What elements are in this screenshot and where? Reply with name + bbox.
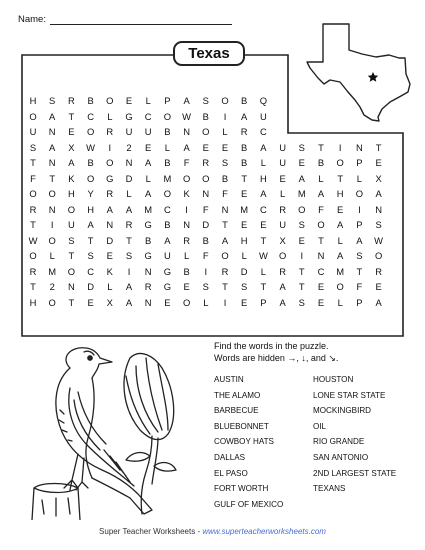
grid-letter[interactable]: O xyxy=(202,172,210,184)
grid-letter[interactable]: X xyxy=(279,234,286,246)
grid-letter[interactable]: P xyxy=(356,157,363,168)
grid-letter[interactable]: R xyxy=(202,157,210,168)
grid-letter[interactable]: P xyxy=(356,296,363,308)
grid-letter[interactable]: A xyxy=(260,188,267,199)
grid-letter[interactable]: A xyxy=(241,110,248,122)
instructions xyxy=(214,340,338,364)
grid-letter[interactable]: H xyxy=(240,234,248,246)
grid-letter[interactable]: L xyxy=(337,296,343,308)
grid-letter[interactable]: A xyxy=(183,141,190,153)
grid-letter[interactable]: R xyxy=(29,203,37,215)
grid-letter[interactable]: O xyxy=(67,203,76,215)
grid-letter[interactable]: N xyxy=(48,126,56,137)
grid-letter[interactable]: B xyxy=(164,157,171,168)
grid-letter[interactable]: N xyxy=(144,296,152,308)
grid-letter[interactable]: G xyxy=(144,219,152,230)
grid-letter[interactable]: W xyxy=(182,110,192,122)
grid-letter[interactable]: E xyxy=(241,296,248,308)
grid-letter[interactable]: F xyxy=(202,203,209,215)
grid-letter[interactable]: S xyxy=(298,296,305,308)
grid-letter[interactable]: O xyxy=(182,172,191,184)
grid-letter[interactable]: L xyxy=(164,141,170,153)
grid-letter[interactable]: O xyxy=(48,296,56,308)
grid-letter[interactable]: N xyxy=(356,141,363,153)
grid-letter[interactable]: E xyxy=(279,172,286,184)
list-item: DALLAS xyxy=(214,453,246,462)
grid-letter[interactable]: H xyxy=(68,188,75,199)
word-list xyxy=(214,374,414,524)
grid-letter[interactable]: R xyxy=(29,265,37,277)
grid-letter[interactable]: E xyxy=(241,219,248,230)
grid-letter[interactable]: A xyxy=(298,172,305,184)
grid-letter[interactable]: A xyxy=(183,95,190,106)
grid-letter[interactable]: S xyxy=(49,95,56,106)
grid-letter[interactable]: E xyxy=(68,126,75,137)
grid-letter[interactable]: G xyxy=(144,250,152,261)
grid-letter[interactable]: L xyxy=(126,188,132,199)
grid-letter[interactable]: U xyxy=(279,157,286,168)
grid-letter[interactable]: O xyxy=(317,219,325,230)
grid-letter[interactable]: U xyxy=(260,110,267,122)
grid-letter[interactable]: E xyxy=(260,219,267,230)
grid-letter[interactable]: F xyxy=(183,157,190,168)
grid-letter[interactable]: P xyxy=(164,95,171,106)
grid-letter[interactable]: B xyxy=(202,110,209,122)
grid-letter[interactable]: T xyxy=(126,234,132,246)
mockingbird-illustration xyxy=(12,338,212,520)
grid-letter[interactable]: A xyxy=(375,188,382,199)
grid-letter[interactable]: L xyxy=(222,126,228,137)
grid-letter[interactable]: U xyxy=(279,141,286,153)
grid-letter[interactable]: U xyxy=(29,126,37,137)
grid-letter[interactable]: E xyxy=(317,296,325,308)
list-item: OIL xyxy=(313,421,327,431)
grid-letter[interactable]: A xyxy=(125,203,133,215)
grid-letter[interactable]: A xyxy=(337,219,344,230)
grid-letter[interactable]: T xyxy=(30,281,36,292)
grid-letter[interactable]: K xyxy=(183,188,190,199)
grid-letter[interactable]: O xyxy=(48,188,56,199)
grid-letter[interactable]: S xyxy=(29,141,37,153)
grid-letter[interactable]: S xyxy=(298,219,305,230)
grid-letter[interactable]: I xyxy=(108,141,112,153)
grid-letter[interactable]: O xyxy=(202,126,210,137)
grid-letter[interactable]: O xyxy=(278,250,287,261)
grid-letter[interactable]: T xyxy=(68,250,75,261)
grid-letter[interactable]: A xyxy=(164,234,171,246)
grid-letter[interactable]: E xyxy=(87,296,94,308)
grid-letter[interactable]: A xyxy=(106,203,113,215)
grid-letter[interactable]: T xyxy=(375,141,382,153)
grid-letter[interactable]: O xyxy=(29,110,37,122)
grid-letter[interactable]: Y xyxy=(87,188,94,199)
grid-letter[interactable]: N xyxy=(144,265,152,277)
grid-letter[interactable]: R xyxy=(221,265,229,277)
grid-letter[interactable]: N xyxy=(48,157,56,168)
grid-letter[interactable]: S xyxy=(356,250,363,261)
grid-letter[interactable]: N xyxy=(221,203,229,215)
grid-letter[interactable]: M xyxy=(336,265,345,277)
grid-letter[interactable]: R xyxy=(144,281,152,292)
grid-letter[interactable]: N xyxy=(106,219,114,230)
grid-letter[interactable]: A xyxy=(337,250,344,261)
grid-letter[interactable]: E xyxy=(221,141,229,153)
grid-letter[interactable]: I xyxy=(127,265,131,277)
grid-letter[interactable]: O xyxy=(163,188,172,199)
grid-letter[interactable]: A xyxy=(260,141,267,153)
grid-letter[interactable]: B xyxy=(145,234,152,246)
grid-letter[interactable]: L xyxy=(260,157,266,168)
grid-letter[interactable]: L xyxy=(356,172,362,184)
grid-letter[interactable]: T xyxy=(318,141,324,153)
list-item: LONE STAR STATE xyxy=(313,390,386,400)
grid-letter[interactable]: E xyxy=(337,203,344,215)
grid-letter[interactable]: I xyxy=(223,296,227,308)
grid-letter[interactable]: D xyxy=(202,219,210,230)
grid-letter[interactable]: H xyxy=(29,95,37,106)
grid-letter[interactable]: M xyxy=(144,203,153,215)
grid-letter[interactable]: R xyxy=(68,95,75,106)
grid-letter[interactable]: A xyxy=(49,141,56,153)
grid-letter[interactable]: B xyxy=(87,95,94,106)
grid-letter[interactable]: L xyxy=(145,172,151,184)
grid-letter[interactable]: W xyxy=(258,250,268,261)
instructions-line-1: Find the words in the puzzle. xyxy=(214,341,329,351)
grid-letter[interactable]: T xyxy=(298,281,305,292)
grid-letter[interactable]: T xyxy=(222,281,228,292)
list-item: HOUSTON xyxy=(313,375,354,384)
grid-letter[interactable]: A xyxy=(145,188,152,199)
grid-letter[interactable]: I xyxy=(223,110,227,122)
grid-letter[interactable]: O xyxy=(182,296,191,308)
grid-letter[interactable]: E xyxy=(106,250,113,261)
grid-letter[interactable]: T xyxy=(87,234,94,246)
list-item: EL PASO xyxy=(214,468,248,478)
grid-letter[interactable]: T xyxy=(260,234,267,246)
grid-letter[interactable]: M xyxy=(163,172,172,184)
grid-letter[interactable]: U xyxy=(279,219,286,230)
grid-letter[interactable]: L xyxy=(107,110,113,122)
grid-letter[interactable]: B xyxy=(183,265,190,277)
grid-letter[interactable]: D xyxy=(87,281,94,292)
grid-letter[interactable]: R xyxy=(240,126,248,137)
grid-letter[interactable]: O xyxy=(106,95,114,106)
grid-letter[interactable]: S xyxy=(125,250,133,261)
grid-letter[interactable]: H xyxy=(260,172,267,184)
grid-letter[interactable]: O xyxy=(29,188,37,199)
grid-letter[interactable]: E xyxy=(375,281,382,292)
grid-letter[interactable]: W xyxy=(28,234,38,246)
texas-map-icon xyxy=(306,22,414,122)
list-item: AUSTIN xyxy=(214,375,244,384)
grid-letter[interactable]: A xyxy=(317,188,325,199)
grid-letter[interactable]: I xyxy=(204,265,208,277)
grid-letter[interactable]: W xyxy=(86,141,96,153)
footer-text: Super Teacher Worksheets - xyxy=(99,527,203,536)
grid-letter[interactable]: L xyxy=(279,188,286,199)
name-field[interactable] xyxy=(18,14,232,25)
grid-letter[interactable]: U xyxy=(144,126,152,137)
grid-letter[interactable]: N xyxy=(183,219,190,230)
grid-letter[interactable]: T xyxy=(318,234,324,246)
grid-letter[interactable]: L xyxy=(49,250,55,261)
grid-letter[interactable]: I xyxy=(358,203,361,215)
grid-letter[interactable]: T xyxy=(68,296,75,308)
grid-letter[interactable]: E xyxy=(298,234,305,246)
grid-letter[interactable]: B xyxy=(164,126,171,137)
grid-letter[interactable]: O xyxy=(86,126,95,137)
list-item: 2ND LARGEST STATE xyxy=(313,468,397,478)
grid-letter[interactable]: M xyxy=(297,188,306,199)
grid-letter[interactable]: E xyxy=(317,281,325,292)
grid-letter[interactable]: N xyxy=(68,281,75,292)
grid-letter[interactable]: A xyxy=(125,296,133,308)
grid-letter[interactable]: I xyxy=(50,219,54,230)
grid-letter[interactable]: X xyxy=(68,141,75,153)
grid-letter[interactable]: E xyxy=(164,296,171,308)
name-label: Name: xyxy=(18,14,46,25)
grid-letter[interactable]: A xyxy=(356,234,363,246)
list-item: FORT WORTH xyxy=(214,484,269,494)
grid-letter[interactable]: E xyxy=(241,188,248,199)
grid-letter[interactable]: T xyxy=(356,265,363,277)
instructions-line-2: Words are hidden →, ↓, and ↘. xyxy=(214,353,339,363)
grid-letter[interactable]: K xyxy=(68,172,75,184)
grid-letter[interactable]: U xyxy=(68,219,75,230)
grid-letter[interactable]: B xyxy=(241,141,248,153)
grid-letter[interactable]: C xyxy=(144,110,152,122)
grid-letter[interactable]: O xyxy=(29,250,37,261)
grid-letter[interactable]: S xyxy=(68,234,75,246)
grid-letter[interactable]: 2 xyxy=(126,141,132,153)
grid-letter[interactable]: M xyxy=(240,203,249,215)
grid-letter[interactable]: O xyxy=(221,95,229,106)
grid-letter[interactable]: C xyxy=(260,126,267,137)
grid-letter[interactable]: K xyxy=(106,265,113,277)
grid-letter[interactable]: T xyxy=(298,265,305,277)
grid-letter[interactable]: A xyxy=(221,234,229,246)
grid-letter[interactable]: C xyxy=(260,203,267,215)
grid-letter[interactable]: C xyxy=(87,265,94,277)
grid-letter[interactable]: R xyxy=(125,219,133,230)
grid-letter[interactable]: T xyxy=(30,157,36,168)
grid-letter[interactable]: G xyxy=(106,172,114,184)
grid-letter[interactable]: G xyxy=(163,281,172,292)
grid-letter[interactable]: S xyxy=(221,157,229,168)
grid-letter[interactable]: O xyxy=(336,281,344,292)
grid-letter[interactable]: O xyxy=(355,188,364,199)
grid-letter[interactable]: R xyxy=(183,234,190,246)
grid-letter[interactable]: O xyxy=(86,172,95,184)
grid-letter[interactable]: B xyxy=(202,234,209,246)
grid-letter[interactable]: B xyxy=(221,172,229,184)
grid-letter[interactable]: O xyxy=(221,250,229,261)
grid-letter[interactable]: X xyxy=(106,296,113,308)
grid-letter[interactable]: N xyxy=(317,250,325,261)
grid-letter[interactable]: A xyxy=(68,157,75,168)
grid-letter[interactable]: E xyxy=(145,141,152,153)
grid-letter[interactable]: L xyxy=(241,250,247,261)
grid-letter[interactable]: Q xyxy=(259,95,268,106)
name-line[interactable] xyxy=(50,15,232,25)
grid-letter[interactable]: 2 xyxy=(49,281,55,292)
grid-letter[interactable]: L xyxy=(107,281,113,292)
grid-letter[interactable]: T xyxy=(49,172,56,184)
grid-letter[interactable]: L xyxy=(183,250,190,261)
list-item: GULF OF MEXICO xyxy=(214,499,284,509)
list-item: RIO GRANDE xyxy=(313,437,365,447)
grid-letter[interactable]: D xyxy=(240,265,248,277)
grid-letter[interactable]: D xyxy=(125,172,133,184)
grid-letter[interactable]: W xyxy=(374,234,384,246)
grid-letter[interactable]: I xyxy=(300,250,304,261)
grid-letter[interactable]: R xyxy=(106,188,114,199)
grid-letter[interactable]: E xyxy=(183,281,190,292)
grid-letter[interactable]: B xyxy=(87,157,94,168)
grid-letter[interactable]: I xyxy=(185,203,188,215)
footer-url[interactable]: www.superteacherworksheets.com xyxy=(202,527,326,536)
grid-letter[interactable]: T xyxy=(68,110,75,122)
grid-letter[interactable]: S xyxy=(375,219,382,230)
grid-letter[interactable]: N xyxy=(125,157,133,168)
grid-letter[interactable]: S xyxy=(87,250,94,261)
grid-letter[interactable]: B xyxy=(241,95,248,106)
grid-letter[interactable]: F xyxy=(356,281,363,292)
grid-letter[interactable]: N xyxy=(183,126,190,137)
grid-letter[interactable]: H xyxy=(29,296,37,308)
page-title: Texas xyxy=(173,41,245,66)
grid-letter[interactable]: X xyxy=(375,172,382,184)
grid-letter[interactable]: C xyxy=(164,203,171,215)
grid-letter[interactable]: T xyxy=(337,172,344,184)
grid-letter[interactable]: S xyxy=(241,281,248,292)
grid-letter[interactable]: O xyxy=(48,234,56,246)
grid-letter[interactable]: N xyxy=(48,203,56,215)
grid-letter[interactable]: B xyxy=(164,219,171,230)
list-item: TEXANS xyxy=(313,484,346,494)
grid-letter[interactable]: T xyxy=(222,219,228,230)
grid-letter[interactable]: E xyxy=(375,157,382,168)
grid-letter[interactable]: R xyxy=(375,265,382,277)
grid-letter[interactable]: H xyxy=(336,188,344,199)
grid-letter[interactable]: T xyxy=(30,219,36,230)
list-item: BARBECUE xyxy=(214,406,259,416)
grid-letter[interactable]: A xyxy=(145,157,152,168)
grid-letter[interactable]: G xyxy=(125,110,133,122)
grid-letter[interactable]: A xyxy=(375,296,382,308)
grid-letter[interactable]: O xyxy=(67,265,76,277)
grid-letter[interactable]: O xyxy=(374,250,383,261)
grid-letter[interactable]: S xyxy=(298,141,305,153)
grid-letter[interactable]: P xyxy=(260,296,267,308)
grid-letter[interactable]: A xyxy=(279,281,286,292)
grid-letter[interactable]: R xyxy=(279,203,286,215)
list-item: COWBOY HATS xyxy=(214,437,274,447)
grid-letter[interactable]: P xyxy=(356,219,363,230)
grid-letter[interactable]: A xyxy=(87,219,94,230)
grid-letter[interactable]: L xyxy=(260,265,266,277)
grid-letter[interactable]: E xyxy=(298,157,305,168)
grid-letter[interactable]: N xyxy=(375,203,382,215)
footer xyxy=(0,527,425,536)
grid-letter[interactable]: F xyxy=(202,250,209,261)
grid-letter[interactable]: O xyxy=(163,110,172,122)
grid-letter[interactable]: F xyxy=(318,203,324,215)
grid-letter[interactable]: A xyxy=(279,296,286,308)
grid-letter[interactable]: F xyxy=(222,188,228,199)
list-item: MOCKINGBIRD xyxy=(313,406,372,416)
grid-letter[interactable]: O xyxy=(298,203,306,215)
grid-letter[interactable]: D xyxy=(106,234,114,246)
grid-letter[interactable]: E xyxy=(202,141,209,153)
list-item: SAN ANTONIO xyxy=(313,453,369,462)
grid-letter[interactable]: I xyxy=(338,141,342,153)
grid-letter[interactable]: N xyxy=(202,188,210,199)
grid-letter[interactable]: U xyxy=(164,250,171,261)
grid-letter[interactable]: E xyxy=(125,95,133,106)
grid-letter[interactable]: A xyxy=(49,110,56,122)
grid-letter[interactable]: R xyxy=(279,265,286,277)
grid-letter[interactable]: G xyxy=(163,265,172,277)
grid-letter[interactable]: C xyxy=(317,265,325,277)
grid-letter[interactable]: T xyxy=(260,281,267,292)
grid-letter[interactable]: O xyxy=(336,157,344,168)
list-item: BLUEBONNET xyxy=(214,421,269,431)
grid-letter[interactable]: S xyxy=(202,281,209,292)
grid-letter[interactable]: B xyxy=(241,157,248,168)
grid-letter[interactable]: L xyxy=(145,95,151,106)
list-item: THE ALAMO xyxy=(214,390,261,400)
grid-letter[interactable]: U xyxy=(125,126,133,137)
grid-letter[interactable]: S xyxy=(202,95,209,106)
grid-letter[interactable]: M xyxy=(48,265,57,277)
grid-letter[interactable]: L xyxy=(337,234,343,246)
grid-letter[interactable]: A xyxy=(125,281,133,292)
grid-letter[interactable]: B xyxy=(317,157,325,168)
grid-letter[interactable]: F xyxy=(30,172,36,184)
grid-letter[interactable]: T xyxy=(241,172,248,184)
grid-letter[interactable]: L xyxy=(203,296,209,308)
grid-letter[interactable]: C xyxy=(87,110,94,122)
grid-letter[interactable]: L xyxy=(318,172,324,184)
grid-letter[interactable]: O xyxy=(106,157,114,168)
grid-letter[interactable]: H xyxy=(87,203,94,215)
grid-letter[interactable]: R xyxy=(106,126,114,137)
